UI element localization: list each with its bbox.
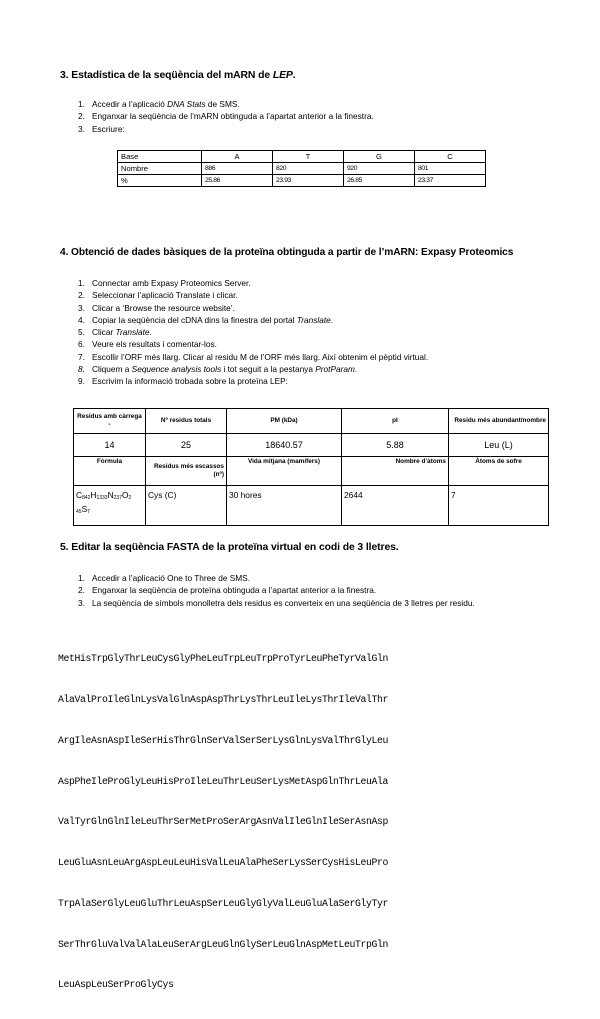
list-item: 3. Escriure: — [78, 123, 125, 134]
list-item: 3. La seqüència de símbols monolletra dels residus es converteix en una seqüència de 3 lletres per residu. — [78, 597, 475, 608]
list-item: 3. Clicar a ‘Browse the resource website’. — [78, 302, 235, 313]
section-4-heading: 4. Obtenció de dades bàsiques de la proteïna obtinguda a partir de l’mARN: Expasy Proteomics — [60, 247, 514, 258]
table-row: Base A T G C — [118, 151, 486, 163]
list-item: 5. Clicar Translate. — [78, 327, 152, 338]
section-3-title: 3. Estadística de la seqüència del mARN de — [60, 70, 273, 81]
list-item: 2. Enganxar la seqüència de proteïna obtinguda a l’apartat anterior a la finestra. — [78, 585, 377, 596]
section-3-steps — [60, 98, 540, 135]
section-3-title-end: . — [292, 70, 296, 81]
table-row: $C_{842}H_{1333}N_{237}O_2$ $_{45}S_7$ Cys (C) 30 hores 2644 7 — [74, 486, 549, 526]
sequence-line: AspPheIleProGlyLeuHisProIleLeuThrLeuSerLysMetAspGlnThrLeuAla — [58, 775, 388, 787]
sequence-line: ValTyrGlnGlnIleLeuThrSerMetProSerArgAsnValIleGlnIleSerAsnAsp — [58, 816, 388, 828]
list-item: 9. Escrivim la informació trobada sobre la proteïna LEP: — [78, 376, 288, 387]
base-stats-table — [117, 150, 486, 187]
section-5-steps — [60, 572, 540, 609]
sequence-line: MetHisTrpGlyThrLeuCysGlyPheLeuTrpLeuTrpProTyrLeuPheTyrValGln — [58, 653, 388, 665]
sequence-line: ArgIleAsnAspIleSerHisThrGlnSerValSerSerLysGlnLysValThrGlyLeu — [58, 734, 388, 746]
protein-data-table — [73, 408, 549, 526]
table-row: 14 25 18640.57 5.88 Leu (L) — [74, 434, 549, 457]
list-item: 1. Accedir a l’aplicació One to Three de SMS. — [78, 573, 251, 583]
list-item: 2. Seleccionar l’aplicació Translate i clicar. — [78, 290, 238, 301]
table-row: % 25.86 23.93 26.85 23.37 — [118, 175, 486, 187]
table-row: Fòrmula Residus més escassos (nº) Vida mitjana (mamífers) Nombre d’àtoms Àtoms de sofre — [74, 457, 549, 486]
table-row: Residus amb càrrega - Nº residus totals PM (kDa) pI Residu més abundant/nombre — [74, 409, 549, 434]
list-item: 6. Veure els resultats i comentar-los. — [78, 339, 217, 350]
list-item: 7. Escollir l’ORF més llarg. Clicar al residu M de l’ORF més llarg. Així obtenim el pèptid virtual. — [78, 351, 429, 362]
list-item: 8. Cliquem a Sequence analysis tools i tot seguit a la pestanya ProtParam. — [78, 364, 358, 375]
list-item: 2. Enganxar la seqüència de l’mARN obtinguda a l’apartat anterior a la finestra. — [78, 111, 374, 122]
sequence-line: LeuAspLeuSerProGlyCys — [58, 979, 174, 991]
sequence-line: SerThrGluValValAlaLeuSerArgLeuGlnGlySerLeuGlnAspMetLeuTrpGln — [58, 938, 388, 950]
list-item: 1. Accedir a l’aplicació DNA Stats de SMS. — [78, 99, 240, 109]
table-row: Nombre 886 820 920 801 — [118, 163, 486, 175]
sequence-line: LeuGluAsnLeuArgAspLeuLeuHisValLeuAlaPheSerLysSerCysHisLeuPro — [58, 857, 388, 869]
list-item: 1. Connectar amb Expasy Proteomics Server. — [78, 278, 251, 288]
protein-formula: $C_{842}H_{1333}N_{237}O_2$ $_{45}S_7$ — [74, 486, 146, 526]
list-item: 4. Copiar la seqüència del cDNA dins la finestra del portal Translate. — [78, 314, 334, 325]
section-3-heading — [60, 70, 296, 81]
section-4-steps — [60, 277, 540, 388]
sequence-line: TrpAlaSerGlyLeuGluThrLeuAspSerLeuGlyGlyValLeuGluAlaSerGlyTyr — [58, 897, 388, 909]
section-3-title-gene: LEP — [272, 70, 293, 81]
sequence-line: AlaValProIleGlnLysValGlnAspAspThrLysThrLeuIleLysThrIleValThr — [58, 693, 388, 705]
section-5-heading: 5. Editar la seqüència FASTA de la proteïna virtual en codi de 3 lletres. — [60, 542, 399, 553]
three-letter-sequence — [58, 625, 388, 1019]
